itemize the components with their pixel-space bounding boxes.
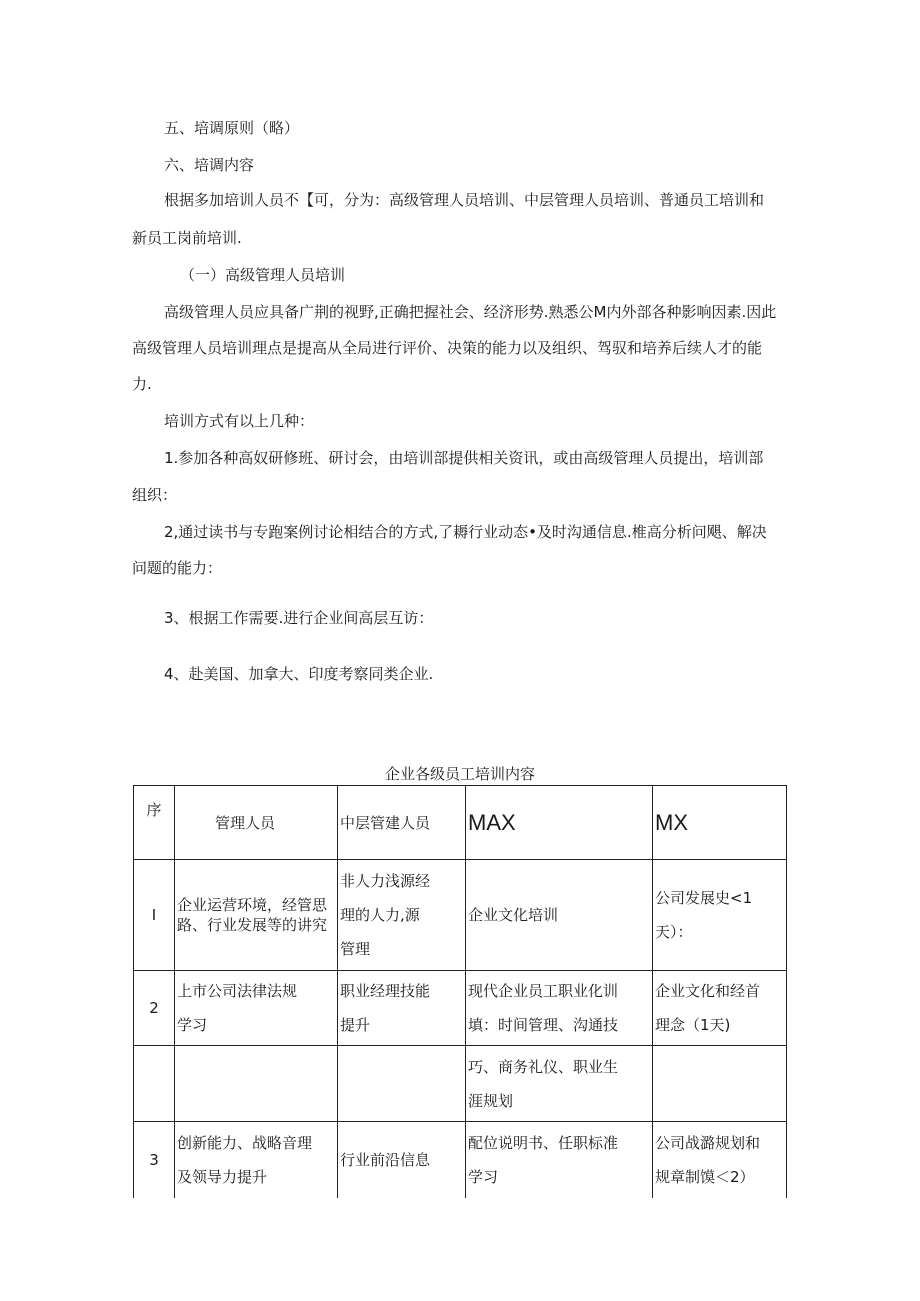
table-cell: 上市公司法律法规 学习 bbox=[175, 971, 338, 1046]
section-heading-principles: 五、培调原则（略） bbox=[164, 119, 300, 137]
list-item-line: 4、赴美国、加拿大、印度考察同类企业. bbox=[164, 665, 434, 683]
section-heading-content: 六、培调内容 bbox=[164, 156, 255, 174]
row-seq: 2 bbox=[134, 971, 175, 1046]
row-seq: I bbox=[134, 860, 175, 971]
table-row bbox=[134, 860, 787, 971]
header-col-1: 管理人员 bbox=[175, 786, 338, 860]
table-title: 企业各级员工培训内容 bbox=[384, 765, 535, 783]
table-cell: 配位说明书、任职标准 学习 bbox=[466, 1122, 653, 1198]
list-item-line: 问题的能力： bbox=[132, 559, 223, 577]
table-cell bbox=[653, 1046, 787, 1122]
table-cell: 企业文化培训 bbox=[466, 860, 653, 971]
table-row bbox=[134, 971, 787, 1046]
table-cell: 企业文化和经首 理念（1天) bbox=[653, 971, 787, 1046]
table-row bbox=[134, 1122, 787, 1198]
paragraph-line: 高级管理人员培训理点是提高从全局进行评价、决策的能力以及组织、驾驭和培养后续人才的能 bbox=[132, 339, 763, 357]
table-cell: 巧、商务礼仪、职业生 涯规划 bbox=[466, 1046, 653, 1122]
table-row bbox=[134, 1046, 787, 1122]
table-cell: 公司发展史<1 天）： bbox=[653, 860, 787, 971]
paragraph-line: 培训方式有以上几种： bbox=[164, 412, 315, 430]
row-seq bbox=[134, 1046, 175, 1122]
list-item-line: 组织： bbox=[132, 486, 178, 504]
paragraph-line: 根据多加培训人员不【可，分为：高级管理人员培训、中层管理人员培训、普通员工培训和 bbox=[164, 191, 765, 209]
header-col-3: MAX bbox=[466, 786, 653, 860]
header-col-2: 中层管建人员 bbox=[338, 786, 466, 860]
subsection-heading: （一）高级管理人员培训 bbox=[180, 266, 346, 284]
row-seq: 3 bbox=[134, 1122, 175, 1198]
list-item-line: 3、根据工作需要.进行企业间高层互访： bbox=[164, 609, 434, 627]
table-cell: 现代企业员工职业化训 填：时间管理、沟通技 bbox=[466, 971, 653, 1046]
table-cell bbox=[175, 1046, 338, 1122]
header-col-4: MX bbox=[653, 786, 787, 860]
table-cell: 职业经理技能 提升 bbox=[338, 971, 466, 1046]
table-cell: 创新能力、战略音理 及领导力提升 bbox=[175, 1122, 338, 1198]
list-item-line: 2,通过读书与专跑案例讨论相结合的方式,了耨行业动态•及时沟通信息.椎高分析问飓、解决 bbox=[164, 523, 767, 541]
list-item-line: 1.参加各种高奴研修班、研讨会，由培训部提供相关资讯，或由高级管理人员提出，培训部 bbox=[164, 449, 764, 467]
table-cell: 企业运营环境，经管思 路、行业发展等的讲究 bbox=[175, 860, 338, 971]
table-cell: 非人力浅源经 理的人力,源 管理 bbox=[338, 860, 466, 971]
paragraph-line: 力. bbox=[132, 375, 152, 393]
training-content-table bbox=[133, 785, 787, 1198]
paragraph-line: 新员工岗前培训. bbox=[132, 229, 242, 247]
table-cell: 行业前沿信息 bbox=[338, 1122, 466, 1198]
table-header-row bbox=[134, 786, 787, 860]
paragraph-line: 高级管理人员应具备广荆的视野,正确把握社会、经济形势.熟悉公M内外部各种影响因素.因此 bbox=[164, 303, 777, 321]
header-seq: 序 bbox=[134, 786, 175, 860]
table-cell: 公司战潞规划和 规章制馍＜2） bbox=[653, 1122, 787, 1198]
table-cell bbox=[338, 1046, 466, 1122]
